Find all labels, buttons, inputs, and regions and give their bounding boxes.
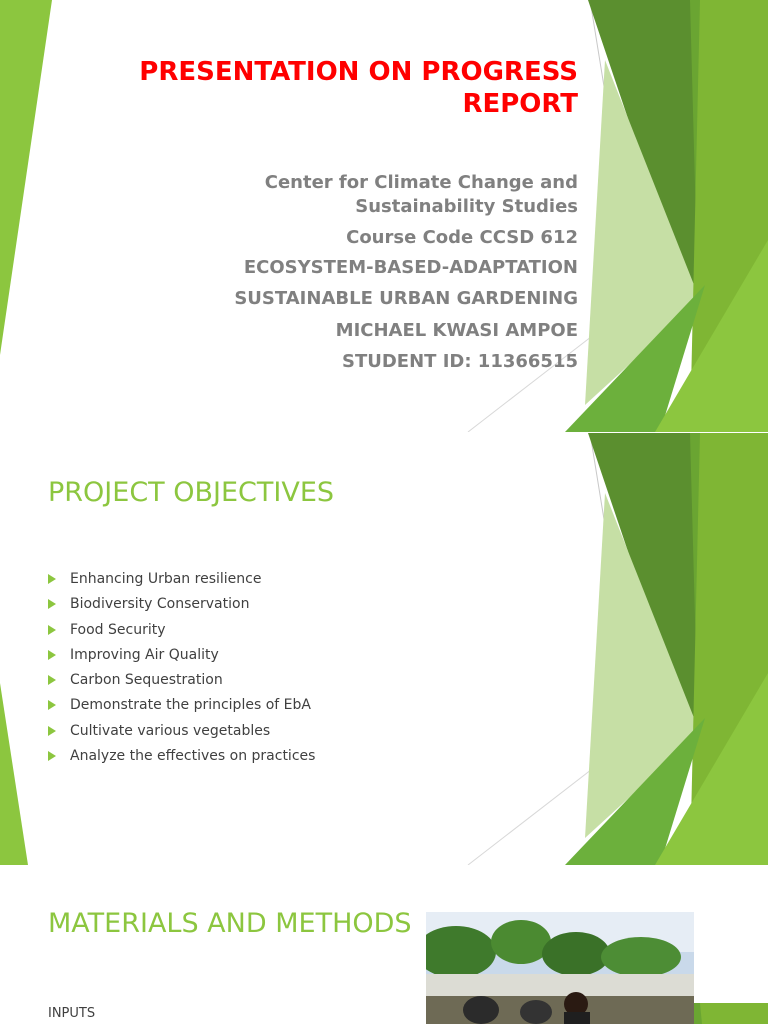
- list-item-text: Carbon Sequestration: [70, 672, 223, 689]
- arrow-bullet-icon: [48, 625, 56, 635]
- arrow-bullet-icon: [48, 599, 56, 609]
- list-item-text: Cultivate various vegetables: [70, 722, 271, 739]
- list-item-text: Improving Air Quality: [70, 646, 219, 663]
- list-item: [48, 594, 315, 619]
- slide-title: [0, 0, 768, 432]
- objectives-heading: PROJECT OBJECTIVES: [48, 477, 335, 508]
- arrow-bullet-icon: [48, 675, 56, 685]
- slide-materials-methods: [0, 866, 768, 1024]
- list-item-text: Food Security: [70, 621, 166, 638]
- subtitle-line-2: Sustainability Studies: [355, 196, 578, 217]
- objectives-list: [48, 569, 315, 771]
- topic-line-1: ECOSYSTEM-BASED-ADAPTATION: [243, 257, 578, 278]
- slide-objectives: [0, 433, 768, 865]
- materials-methods-heading: MATERIALS AND METHODS: [48, 908, 412, 939]
- title-line-1: PRESENTATION ON PROGRESS: [139, 57, 578, 87]
- list-item: [48, 569, 315, 594]
- topic-line-2: SUSTAINABLE URBAN GARDENING: [234, 288, 578, 309]
- list-item: [48, 620, 315, 645]
- author-name: MICHAEL KWASI AMPOE: [335, 320, 578, 341]
- title-line-2: REPORT: [462, 89, 578, 119]
- list-item: [48, 746, 315, 771]
- slide-title-text: [58, 56, 578, 120]
- inputs-label: INPUTS: [48, 1006, 96, 1021]
- course-code: Course Code CCSD 612: [346, 227, 578, 248]
- student-id: STUDENT ID: 11366515: [341, 351, 578, 372]
- arrow-bullet-icon: [48, 574, 56, 584]
- list-item: [48, 721, 315, 746]
- list-item: [48, 670, 315, 695]
- list-item-text: Enhancing Urban resilience: [70, 571, 262, 587]
- arrow-bullet-icon: [48, 751, 56, 761]
- list-item: [48, 645, 315, 670]
- list-item-text: Biodiversity Conservation: [70, 596, 250, 613]
- list-item: [48, 695, 315, 720]
- garden-photo: [426, 912, 694, 1024]
- arrow-bullet-icon: [48, 650, 56, 660]
- list-item-text: Demonstrate the principles of EbA: [70, 697, 311, 714]
- arrow-bullet-icon: [48, 726, 56, 736]
- subtitle-line-1: Center for Climate Change and: [264, 172, 578, 193]
- arrow-bullet-icon: [48, 700, 56, 710]
- garden-photo-image: [426, 912, 694, 1024]
- list-item-text: Analyze the effectives on practices: [70, 748, 316, 765]
